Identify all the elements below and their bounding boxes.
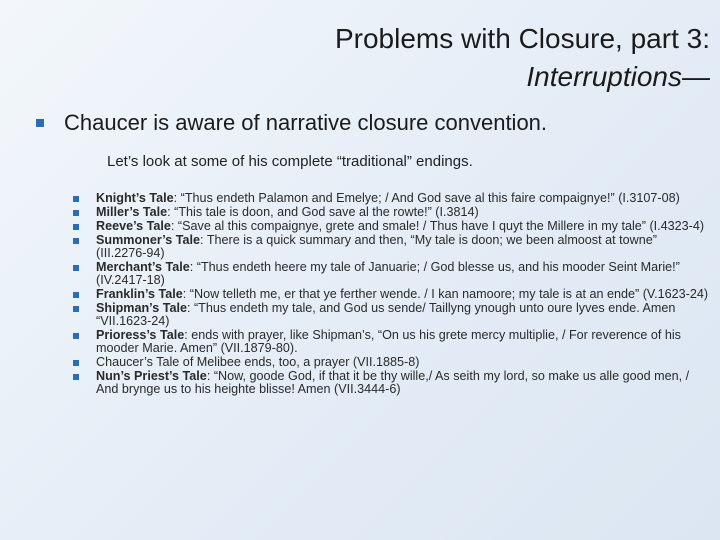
list-item [70, 302, 710, 328]
endings-list [70, 192, 710, 397]
ending-text: Chaucer’s Tale of Melibee ends, too, a prayer (VII.1885-8) [96, 355, 420, 369]
sub-intro-text: Let’s look at some of his complete “traditional” endings. [107, 153, 473, 170]
title-line-1: Problems with Closure, part 3: [334, 23, 710, 54]
ending-text: : “Thus endeth my tale, and God us sende/ Taillyng ynough unto oure lyves ende. Amen “VII.1623-24) [96, 301, 676, 328]
tale-name: Summoner’s Tale [96, 233, 201, 247]
list-item [70, 370, 710, 396]
main-bullet-text: Chaucer is aware of narrative closure convention. [64, 110, 548, 135]
list-item [70, 220, 710, 233]
tale-name: Reeve’s Tale [96, 219, 171, 233]
square-bullet-icon [36, 119, 44, 127]
ending-text: : “Save al this compaignye, grete and smale! / Thus have I quyt the Millere in my tale” (I.4323-4) [170, 219, 705, 233]
ending-text: : “This tale is doon, and God save al the rowte!” (I.3814) [167, 205, 479, 219]
square-bullet-icon [73, 224, 79, 230]
ending-text: : “Thus endeth Palamon and Emelye; / And God save al this faire compaignye!” (I.3107-08) [173, 191, 680, 205]
square-bullet-icon [73, 292, 79, 298]
square-bullet-icon [73, 333, 79, 339]
list-item [70, 206, 710, 219]
ending-text: : “Now telleth me, er that ye ferther wende. / I kan namoore; my tale is at an ende” (V.1623-24) [182, 287, 709, 301]
ending-text: : There is a quick summary and then, “My tale is doon; we been almoost at towne” (III.2276-94) [96, 233, 657, 260]
list-item [70, 356, 710, 369]
list-item [70, 288, 710, 301]
square-bullet-icon [73, 196, 79, 202]
list-item [70, 329, 710, 355]
main-bullet [36, 110, 706, 136]
title-line-2: Interruptions— [526, 61, 710, 92]
tale-name: Prioress’s Tale [96, 328, 185, 342]
square-bullet-icon [73, 360, 79, 366]
tale-name: Nun’s Priest’s Tale [96, 369, 207, 383]
square-bullet-icon [73, 306, 79, 312]
tale-name: Knight’s Tale [96, 191, 174, 205]
list-item [70, 234, 710, 260]
list-item [70, 261, 710, 287]
tale-name: Merchant’s Tale [96, 260, 190, 274]
slide-title [335, 20, 710, 96]
square-bullet-icon [73, 374, 79, 380]
tale-name: Franklin’s Tale [96, 287, 183, 301]
square-bullet-icon [73, 210, 79, 216]
ending-text: : “Thus endeth heere my tale of Januarie; / God blesse us, and his mooder Seint Marie!” (IV.2417-18) [96, 260, 680, 287]
tale-name: Shipman’s Tale [96, 301, 187, 315]
list-item [70, 192, 710, 205]
ending-text: : ends with prayer, like Shipman’s, “On us his grete mercy multiplie, / For reverence of his mooder Marie. Amen” (VII.1879-80). [96, 328, 681, 355]
tale-name: Miller’s Tale [96, 205, 168, 219]
square-bullet-icon [73, 265, 79, 271]
ending-text: : “Now, goode God, if that it be thy wille,/ As seith my lord, so make us alle good men, / And brynge us to his heighte blisse! Amen (VII.3444-6) [96, 369, 690, 396]
square-bullet-icon [73, 238, 79, 244]
